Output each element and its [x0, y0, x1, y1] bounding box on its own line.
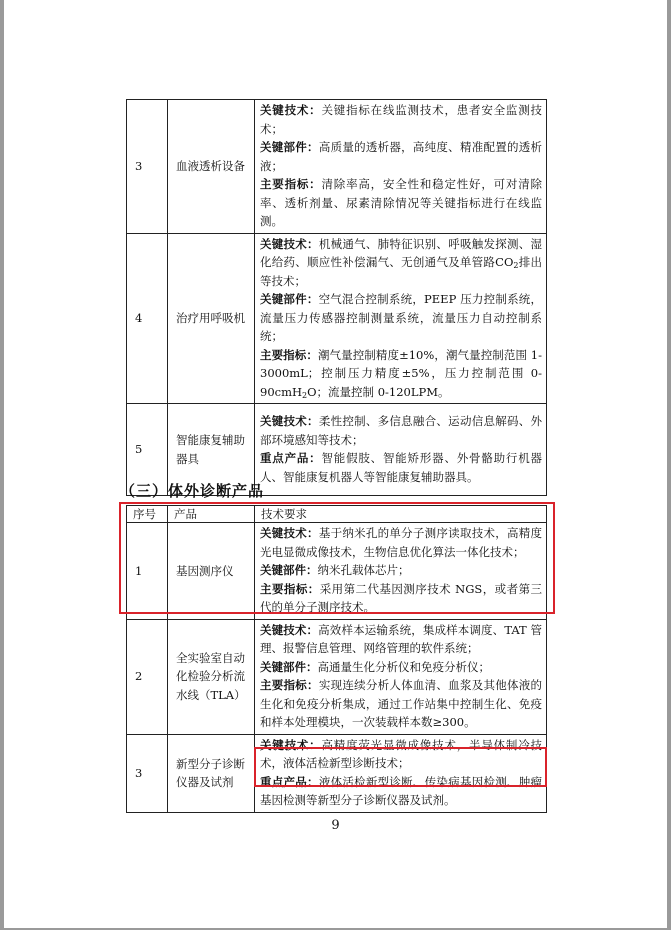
row-number: 5 [127, 404, 168, 496]
requirement-line: 主要指标：实现连续分析人体血清、血浆及其他体液的生化和免疫分析集成，通过工作站集中控制生化、免疫和样本处理模块，一次装载样本数≥300。 [260, 678, 543, 729]
requirement-line: 关键部件：高通量生化分析仪和免疫分析仪； [260, 659, 490, 674]
row-number: 2 [127, 619, 168, 734]
table-row [127, 233, 547, 404]
requirement-line: 关键部件：纳米孔载体芯片； [260, 563, 410, 577]
requirement-line: 关键技术：高精度荧光显微成像技术，半导体制冷技术，液体活检新型诊断技术； [260, 737, 543, 770]
ivd-products-table [126, 505, 547, 813]
requirements-cell [255, 404, 547, 496]
product-name: 基因测序仪 [168, 523, 255, 620]
product-name: 血液透析设备 [168, 100, 255, 234]
requirement-line: 主要指标：潮气量控制精度±10%，潮气量控制范围 1-3000mL；控制压力精度±5%，压力控制范围 0-90cmH$_2$O；流量控制 0-120LPM。 [260, 347, 543, 400]
table-row [127, 619, 547, 734]
product-name: 治疗用呼吸机 [168, 233, 255, 404]
requirements-cell [255, 233, 547, 404]
row-number: 4 [127, 233, 168, 404]
row-number: 1 [127, 523, 168, 620]
header-requirements: 技术要求 [255, 506, 547, 523]
requirement-line: 主要指标：清除率高，安全性和稳定性好，可对清除率、透析剂量、尿素清除情况等关键指标进行在线监测。 [260, 177, 543, 228]
page-number: 9 [331, 818, 340, 833]
requirement-line: 关键部件：高质量的透析器，高纯度、精准配置的透析液； [260, 140, 543, 173]
requirements-cell [255, 734, 547, 812]
requirement-line: 关键技术：机械通气、肺特征识别、呼吸触发探测、湿化给药、顺应性补偿漏气、无创通气及单管路$CO_2$排出等技术； [260, 236, 543, 288]
section-title: （三）体外诊断产品 [120, 482, 265, 500]
requirement-line: 关键技术：基于纳米孔的单分子测序读取技术，高精度光电显微成像技术，生物信息优化算法一体化技术； [260, 526, 543, 559]
requirements-cell [255, 100, 547, 234]
requirement-line: 关键部件：空气混合控制系统，PEEP 压力控制系统，流量压力传感器控制测量系统，流量压力自动控制系统； [260, 292, 543, 343]
document-page [4, 0, 667, 928]
table-row [127, 523, 547, 620]
product-name: 智能康复辅助器具 [168, 404, 255, 496]
table-row [127, 100, 547, 234]
row-number: 3 [127, 734, 168, 812]
requirement-line: 关键技术：柔性控制、多信息融合、运动信息解码、外部环境感知等技术； [260, 414, 543, 447]
requirement-line: 关键技术：高效样本运输系统，集成样本调度、TAT 管理、报警信息管理、网络管理的软件系统； [260, 622, 542, 655]
requirement-line: 重点产品：液体活检新型诊断、传染病基因检测、肿瘤基因检测等新型分子诊断仪器及试剂。 [260, 774, 543, 807]
requirement-line: 主要指标：采用第二代基因测序技术 NGS，或者第三代的单分子测序技术。 [260, 581, 543, 614]
equipment-table [126, 99, 547, 496]
header-serial: 序号 [127, 506, 168, 523]
requirements-cell [255, 523, 547, 620]
requirement-line: 关键技术：关键指标在线监测技术，患者安全监测技术； [260, 103, 543, 136]
product-name: 全实验室自动化检验分析流水线（TLA） [168, 619, 255, 734]
header-product: 产品 [168, 506, 255, 523]
product-name: 新型分子诊断仪器及试剂 [168, 734, 255, 812]
table-header-row [127, 506, 547, 523]
row-number: 3 [127, 100, 168, 234]
table-row [127, 734, 547, 812]
requirements-cell [255, 619, 547, 734]
requirement-line: 重点产品：智能假肢、智能矫形器、外骨骼助行机器人、智能康复机器人等智能康复辅助器具。 [260, 451, 543, 484]
